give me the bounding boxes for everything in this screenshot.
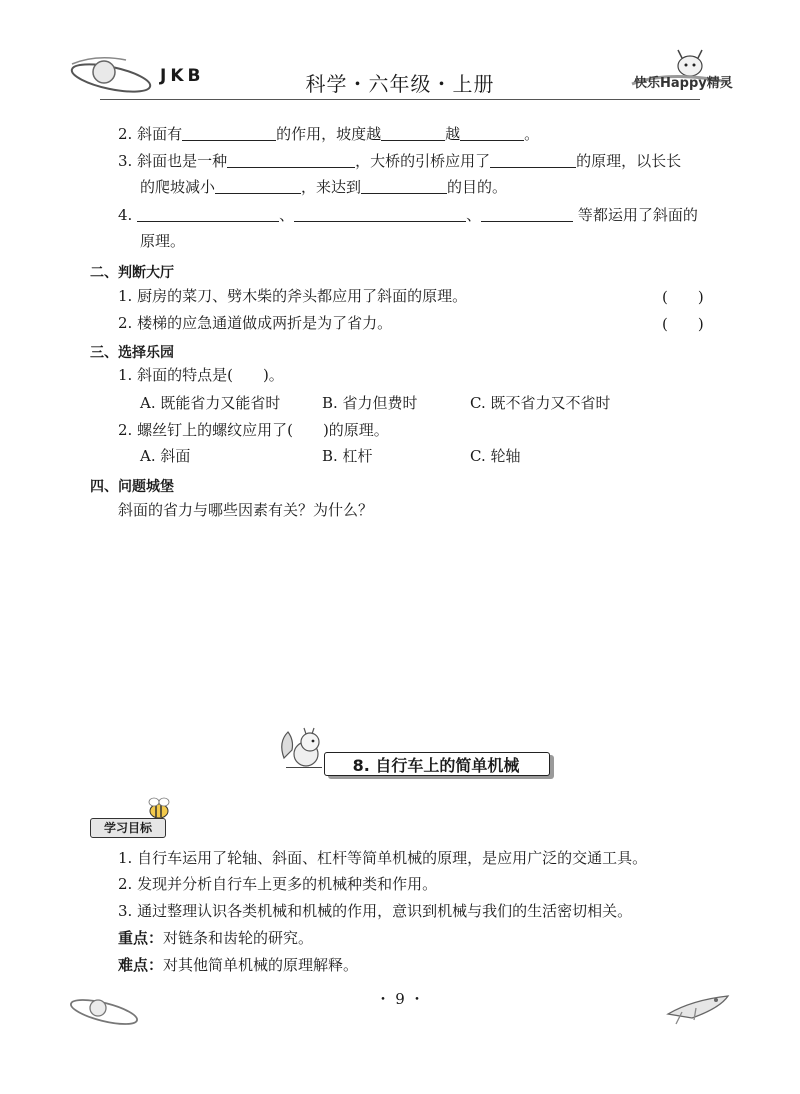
header-divider [100, 99, 700, 100]
focus-point: 重点：对链条和齿轮的研究。 [118, 929, 314, 947]
choice-question-1: 1. 斜面的特点是( )。 [118, 366, 284, 384]
happy-sprite-logo-text: 快乐Happy精灵 [634, 76, 733, 91]
choice-option-c[interactable]: C. 轮轴 [470, 447, 521, 465]
choice-option-a[interactable]: A. 既能省力又能省时 [140, 394, 281, 412]
section-choice-title: 三、选择乐园 [90, 345, 174, 361]
choice-option-b[interactable]: B. 杠杆 [322, 447, 373, 465]
answer-blank[interactable] [137, 205, 279, 222]
planet-ring-decoration [64, 994, 144, 1030]
difficulty-point: 难点：对其他简单机械的原理解释。 [118, 956, 359, 974]
fill-question-4-cont: 原理。 [140, 232, 186, 250]
focus-label: 重点： [118, 929, 164, 947]
rocket-decoration [662, 986, 738, 1028]
fill-question-4: 4. 、 、 等都运用了斜面的 [118, 206, 698, 224]
goal-item-1: 1. 自行车运用了轮轴、斜面、杠杆等简单机械的原理，是应用广泛的交通工具。 [118, 849, 648, 867]
fill-question-3: 3. 斜面也是一种 ，大桥的引桥应用了 的原理，以长长 [118, 152, 682, 170]
brand-logo: JKB [160, 66, 205, 86]
judge-answer-2[interactable]: ( ) [662, 315, 704, 333]
section-question-title: 四、问题城堡 [90, 479, 174, 495]
answer-blank[interactable] [381, 124, 445, 141]
answer-blank[interactable] [490, 151, 576, 168]
goal-item-3: 3. 通过整理认识各类机械和机械的作用，意识到机械与我们的生活密切相关。 [118, 902, 633, 920]
choice-question-2: 2. 螺丝钉上的螺纹应用了( )的原理。 [118, 421, 389, 439]
page-number: ・ 9 ・ [375, 990, 425, 1008]
difficulty-label: 难点： [118, 956, 164, 974]
fill-question-2: 2. 斜面有 的作用，坡度越 越 。 [118, 125, 540, 143]
answer-blank[interactable] [460, 124, 524, 141]
judge-answer-1[interactable]: ( ) [662, 288, 704, 306]
judge-item-2: 2. 楼梯的应急通道做成两折是为了省力。 [118, 314, 393, 332]
goal-item-2: 2. 发现并分析自行车上更多的机械种类和作用。 [118, 875, 438, 893]
answer-blank[interactable] [182, 124, 276, 141]
learning-goals-badge: 学习目标 [90, 818, 166, 838]
fill-question-3-cont: 的爬坡减小 ，来达到 的目的。 [140, 178, 508, 196]
choice-option-c[interactable]: C. 既不省力又不省时 [470, 394, 611, 412]
lesson-title: 8. 自行车上的简单机械 [352, 756, 520, 775]
answer-blank[interactable] [215, 177, 301, 194]
answer-blank[interactable] [361, 177, 447, 194]
answer-blank[interactable] [294, 205, 466, 222]
judge-item-1: 1. 厨房的菜刀、劈木柴的斧头都应用了斜面的原理。 [118, 287, 468, 305]
choice-option-a[interactable]: A. 斜面 [140, 447, 191, 465]
section-judge-title: 二、判断大厅 [90, 265, 174, 281]
page-header-title: 科学・六年级・上册 [305, 72, 495, 96]
choice-option-b[interactable]: B. 省力但费时 [322, 394, 418, 412]
open-question: 斜面的省力与哪些因素有关？为什么？ [118, 501, 374, 519]
lesson-banner-rule [286, 767, 322, 768]
answer-blank[interactable] [481, 205, 573, 222]
answer-blank[interactable] [227, 151, 355, 168]
